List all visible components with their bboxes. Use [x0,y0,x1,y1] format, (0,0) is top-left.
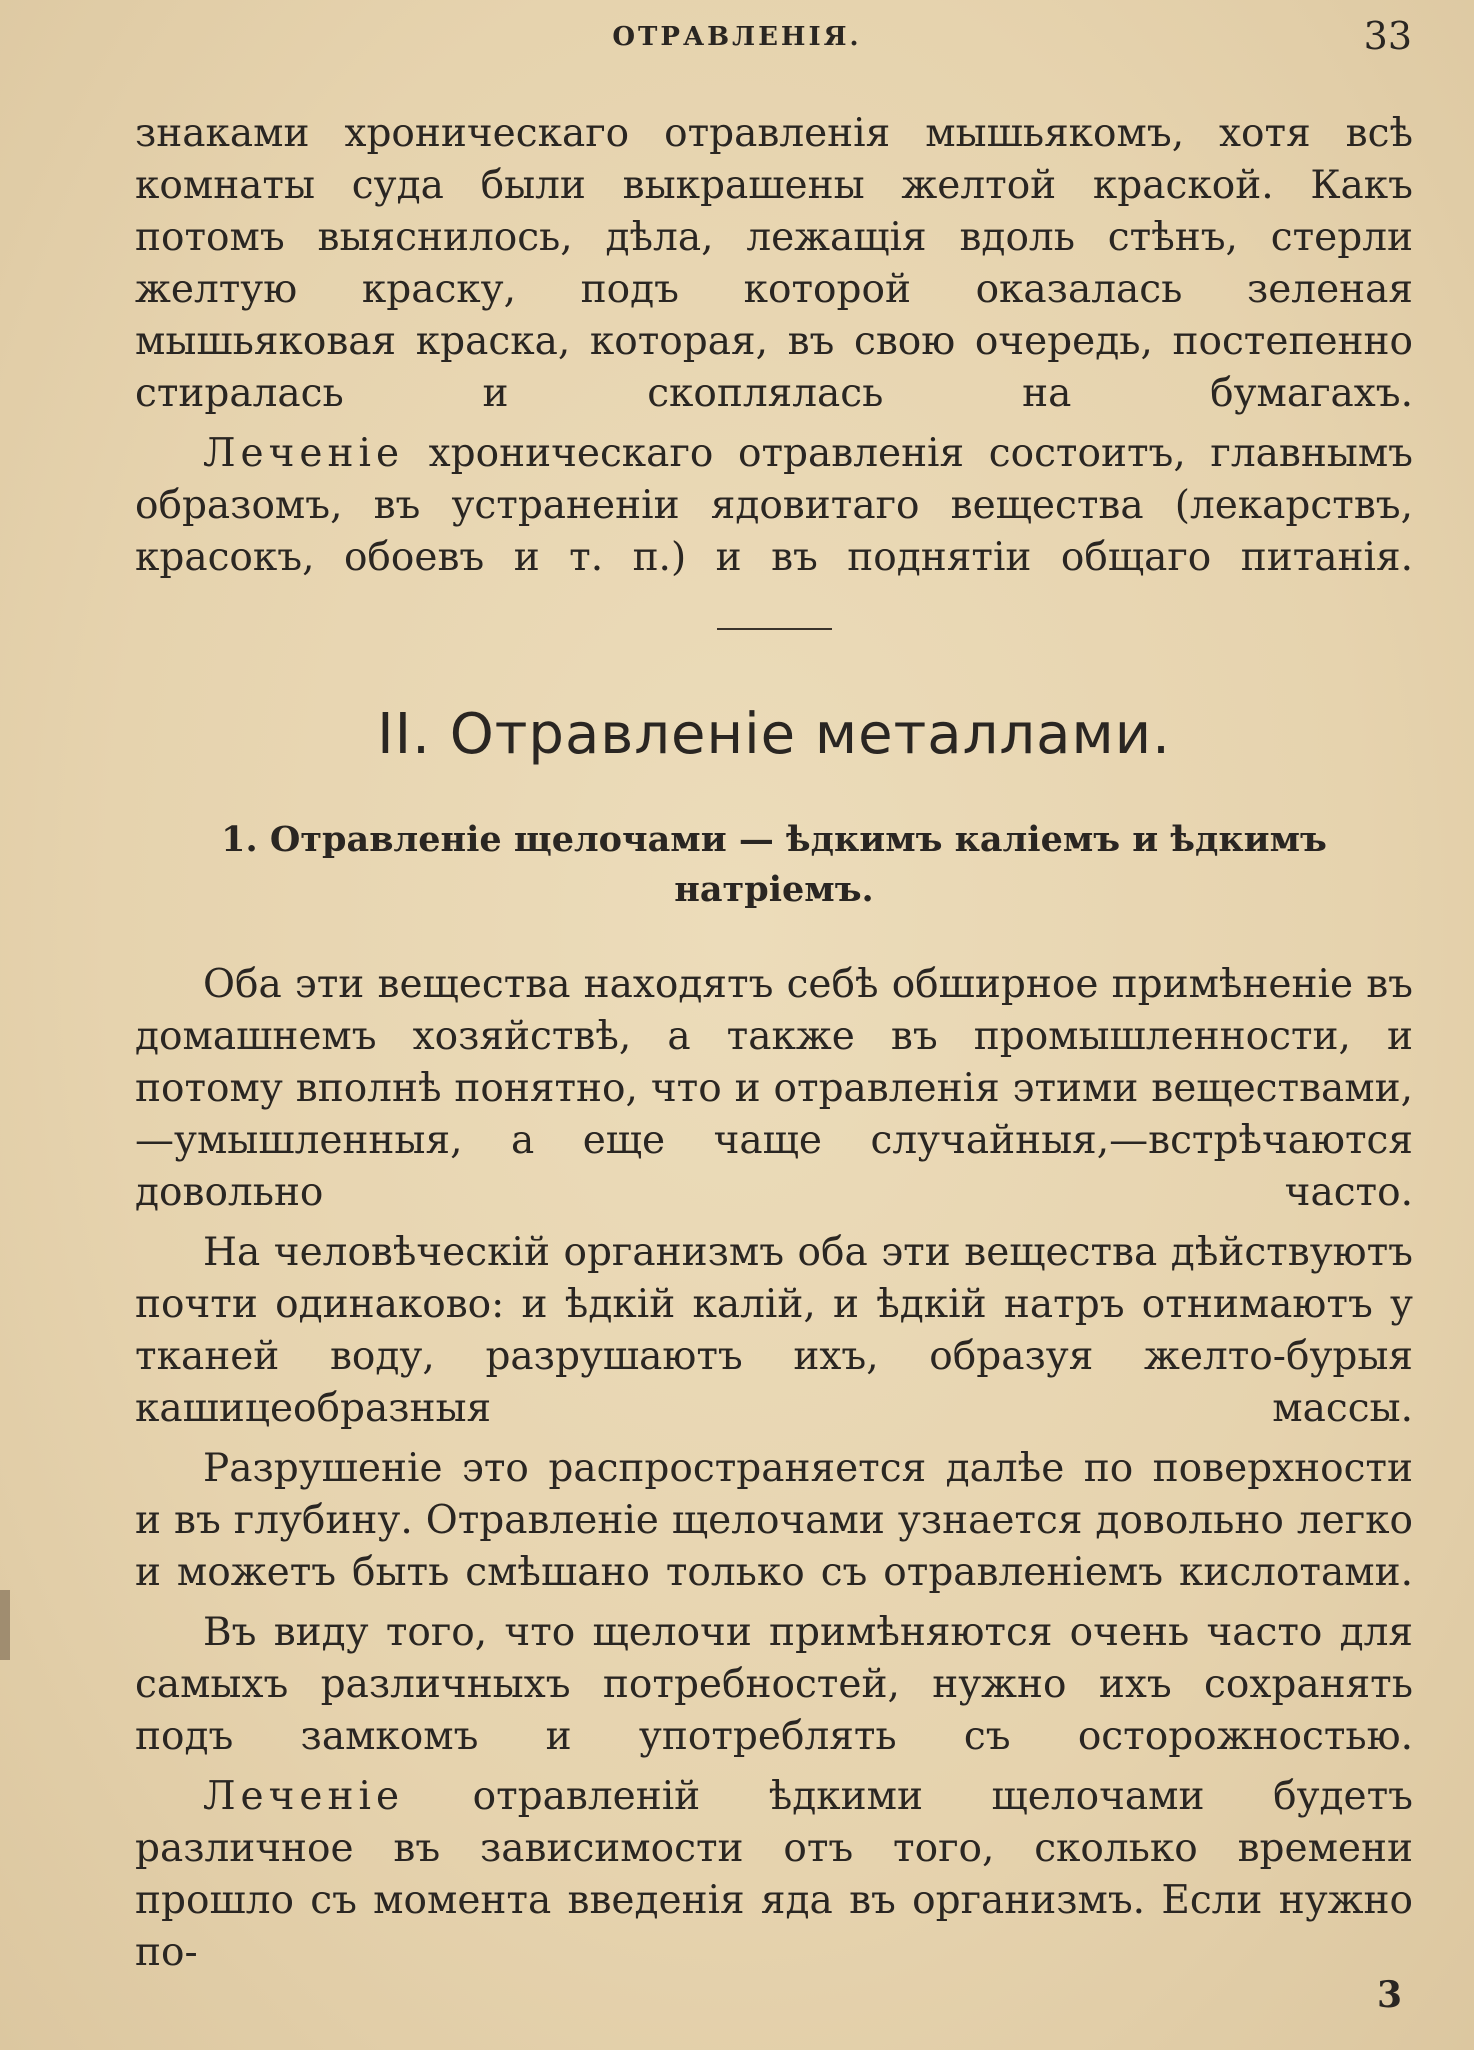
section-divider [717,628,832,630]
paragraph-continued: знаками хроническаго отравленія мышьякомъ, хотя всѣ комнаты суда были выкрашены желтой краской. Какъ потомъ выяснилось, дѣла, лежащія вдоль стѣнъ, стерли желтую краску, подъ которой оказалась зеленая мышьяковая краска, которая, въ свою очередь, постепенно стиралась и скоплялась на бумагахъ. [135,111,1413,416]
paragraph-treatment-chronic [135,428,1413,584]
lead-word: Леченіе [203,431,405,476]
spacer [135,915,1413,959]
lead-word: Леченіе [203,1774,405,1819]
page-content [135,108,1413,1979]
paragraph-treatment-alkali [135,1771,1413,1979]
subsection-title: 1. Отравленіе щелочами — ѣдкимъ каліемъ и ѣдкимъ натріемъ. [221,819,1327,910]
page-number: 33 [1363,14,1412,58]
paragraph: Въ виду того, что щелочи примѣняются очень часто для самыхъ различныхъ потребностей, нужно ихъ сохранять подъ замкомъ и употреблять съ осторожностью. [135,1610,1413,1759]
margin-stain [0,1590,10,1660]
paragraph: Разрушеніе это распространяется далѣе по поверхности и въ глубину. Отравленіе щелочами узнается довольно легко и можетъ быть смѣшано только съ отравленіемъ кислотами. [135,1446,1413,1595]
signature-mark: 3 [1376,1974,1402,2016]
paragraph-text: хроническаго отравленія состоитъ, главнымъ образомъ, въ устраненіи ядовитаго вещества (лекарствъ, красокъ, обоевъ и т. п.) и въ поднятіи общаго питанія. [135,431,1413,580]
running-title: ОТРАВЛЕНІЯ. [612,22,862,52]
section-title: II. Отравленіе металлами. [377,702,1171,767]
paragraph-text: отравленій ѣдкими щелочами будетъ различное въ зависимости отъ того, сколько времени прошло съ момента введенія яда въ организмъ. Если нужно по- [135,1774,1413,1975]
paragraph: Оба эти вещества находятъ себѣ обширное примѣненіе въ домашнемъ хозяйствѣ, а также въ промышленности, и потому вполнѣ понятно, что и отравленія этими веществами,—умышленныя, а еще чаще случайныя,—встрѣчаются довольно часто. [135,962,1413,1215]
paragraph: На человѣческій организмъ оба эти вещества дѣйствуютъ почти одинаково: и ѣдкій калій, и ѣдкій натръ отнимаютъ у тканей воду, разрушаютъ ихъ, образуя желто-бурыя кашицеобразныя массы. [135,1230,1413,1431]
